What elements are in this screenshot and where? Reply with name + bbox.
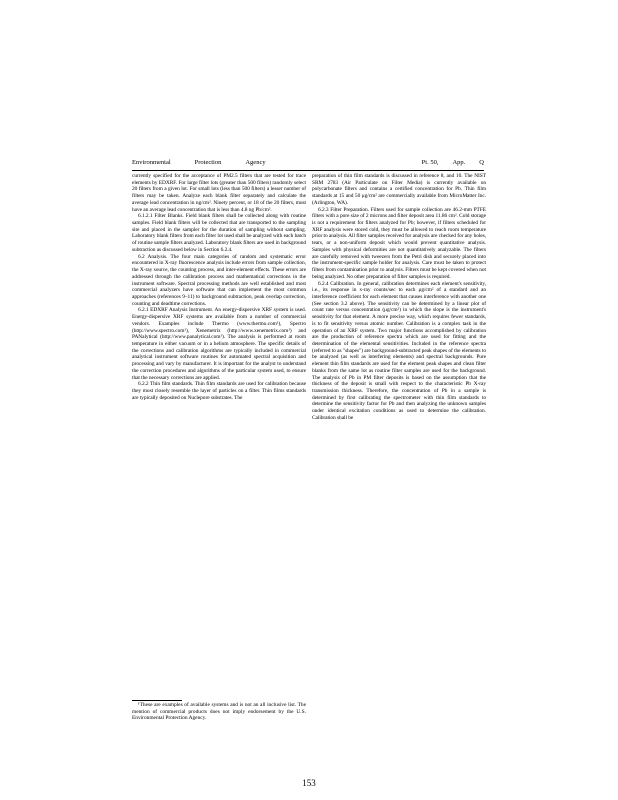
header-right — [408, 159, 484, 167]
page-number: 153 — [302, 778, 316, 788]
left-column — [132, 173, 306, 401]
footnote-text: ¹These are examples of available systems and is not an all inclusive list. The mention of commercial products does not imply endorsement by the U.S. Environmental Protection Agency. — [132, 702, 306, 722]
header-word: Pt. 50, — [421, 159, 439, 166]
paragraph: 6.2.1 EDXRF Analysis Instrument. An energy-dispersive XRF system is used. Energy-dispersive XRF systems are available from a number of commercial vendors. Examples include Thermo (www.thermo.com¹), Spectro (http://www.spectro.com¹), Xenemetrix (http://www.xenemetrix.com¹) and PANalytical (http://www.panalytical.com¹). The analysis is performed at room temperature in either vacuum or in a helium atmosphere. The specific details of the corrections and calibration algorithms are typically included in commercial analytical instrument software routines for automated spectral acquisition and processing and vary by manufacturer. It is important for the analyst to understand the correction procedures and algorithms of the particular system used, to ensure that the necessary corrections are applied. — [132, 307, 306, 381]
header-word: Environmental — [132, 159, 171, 166]
paragraph: 6.2.3 Filter Preparation. Filters used for sample collection are 46.2-mm PTFE filters with a pore size of 2 microns and filter deposit area 11.86 cm². Cold storage is not a requirement for filters analyzed for Pb; however, if filters scheduled for XRF analysis were stored cold, they must be allowed to reach room temperature prior to analysis. All filter samples received for analysis are checked for any holes, tears, or a non-uniform deposit which would prevent quantitative analysis. Samples with physical deformities are not quantitatively analyzable. The filters are carefully removed with tweezers from the Petri dish and securely placed into the instrument-specific sample holder for analysis. Care must be taken to protect filters from contamination prior to analysis. Filters must be kept covered when not being analyzed. No other preparation of filter samples is required. — [312, 206, 486, 280]
right-column — [312, 173, 486, 422]
header-left — [132, 159, 290, 167]
paragraph: 6.2 Analysis. The four main categories of random and systematic error encountered in X-ray fluorescence analysis include errors from sample collection, the X-ray source, the counting process, and inter-element effects. These errors are addressed through the calibration process and mathematical corrections in the instrument software. Spectral processing methods are well established and most commercial analyzers have software that can implement the most common approaches (references 9–11) to background subtraction, peak overlap correction, counting and deadtime corrections. — [132, 253, 306, 307]
header-word: App. — [452, 159, 466, 166]
footnote — [132, 702, 306, 722]
paragraph: preparation of thin film standards is discussed in reference 8, and 10. The NIST SRM 2783 (Air Particulate on Filter Media) is currently available on polycarbonate filters and contains a certified concentration for Pb. Thin film standards at 15 and 50 μg/cm² are commercially available from MicroMatter Inc. (Arlington, WA). — [312, 173, 486, 206]
header-word: Protection — [194, 159, 222, 166]
header-word: Q — [479, 159, 484, 166]
running-header — [132, 159, 484, 167]
paragraph: 6.2.4 Calibration. In general, calibration determines each element's sensitivity, i.e., its response in x-ray counts/sec to each μg/cm² of a standard and an interference coefficient for each element that causes interference with another one (See section 3.2 above). The sensitivity can be determined by a linear plot of count rate versus concentration (μg/cm²) in which the slope is the instrument's sensitivity for that element. A more precise way, which requires fewer standards, is to fit sensitivity versus atomic number. Calibration is a complex task in the operation of an XRF system. Two major functions accomplished by calibration are the production of reference spectra which are used for fitting and the determination of the elemental sensitivities. Included in the reference spectra (referred to as "shapes") are background-subtracted peak shapes of the elements to be analyzed (as well as interfering elements) and spectral backgrounds. Pure element thin film standards are used for the element peak shapes and clean filter blanks from the same lot as routine filter samples are used for the background. The analysis of Pb in PM filter deposits is based on the assumption that the thickness of the deposit is small with respect to the characteristic Pb X-ray transmission thickness. Therefore, the concentration of Pb in a sample is determined by first calibrating the spectrometer with thin film standards to determine the sensitivity factor for Pb and then analyzing the unknown samples under identical excitation conditions as used to determine the calibration. Calibration shall be — [312, 280, 486, 421]
paragraph: 6.2.2 Thin film standards. Thin film standards are used for calibration because they most closely resemble the layer of particles on a filter. Thin films standards are typically deposited on Nuclepore substrates. The — [132, 381, 306, 401]
header-word: Agency — [245, 159, 266, 166]
footnote-rule — [132, 700, 182, 701]
header-rule — [132, 170, 484, 171]
paragraph: currently specified for the acceptance of PM2.5 filters that are tested for trace elements by EDXRF. For large filter lots (greater than 500 filters) randomly select 20 filters from a given lot. For small lots (less than 500 filters) a lesser number of filters may be taken. Analyze each blank filter separately and calculate the average lead concentration in ng/cm². Ninety percent, or 18 of the 20 filters, must have an average lead concentration that is less than 4.8 ng Pb/cm². — [132, 173, 306, 213]
paragraph: 6.1.2.1 Filter Blanks. Field blank filters shall be collected along with routine samples. Field blank filters will be collected that are transported to the sampling site and placed in the sampler for the duration of sampling without sampling. Laboratory blank filters from each filter lot used shall be analyzed with each batch of routine sample filters analyzed. Laboratory blank filters are used in background subtraction as discussed below in Section 6.2.4. — [132, 213, 306, 253]
